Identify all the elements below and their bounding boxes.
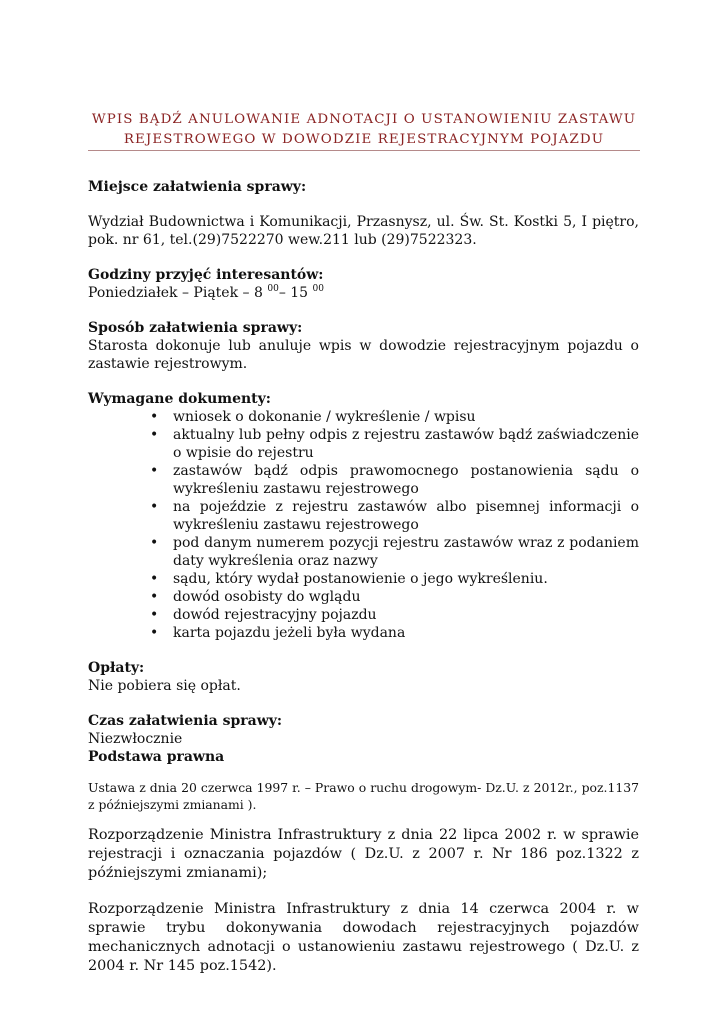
- bullet-icon: •: [150, 463, 159, 479]
- legal-heading: Podstawa prawna: [88, 749, 225, 765]
- list-item: • wniosek o dokonanie / wykreślenie / wpisu: [150, 409, 476, 425]
- bullet-icon: •: [150, 571, 159, 587]
- list-item: • dowód osobisty do wglądu: [150, 589, 361, 605]
- title-line-2: REJESTROWEGO W DOWODZIE REJESTRACYJNYM POJAZDU: [123, 132, 605, 147]
- method-text: Starosta dokonuje lub anuluje wpis w dowodzie rejestracyjnym pojazdu o zastawie rejestrowym.: [88, 338, 639, 372]
- hours-days: Poniedziałek – Piątek –: [88, 285, 254, 301]
- bullet-icon: •: [150, 625, 159, 641]
- list-item: • dowód rejestracyjny pojazdu: [150, 607, 377, 623]
- hours-text: [88, 284, 639, 302]
- documents-heading: Wymagane dokumenty:: [88, 391, 271, 407]
- list-item: • aktualny lub pełny odpis z rejestru zastawów bądź zaświadczenie o wpisie do rejestru: [150, 427, 639, 461]
- hours-separator: –: [278, 285, 291, 301]
- legal-act: Ustawa z dnia 20 czerwca 1997 r. – Prawo o ruchu drogowym- Dz.U. z 2012r., poz.1137 z późniejszymi zmianami ).: [88, 780, 639, 812]
- legal-regulation-2: Rozporządzenie Ministra Infrastruktury z dnia 14 czerwca 2004 r. w sprawie trybu dokonywania dowodach rejestracyjnych pojazdów mechanicznych adnotacji o ustanowieniu zastawu rejestrowego ( Dz.U. z 2004 r. Nr 145 poz.1542).: [88, 901, 639, 974]
- list-item: • na pojeździe z rejestru zastawów albo pisemnej informacji o wykreśleniu zastawu rejestrowego: [150, 499, 639, 533]
- method-heading: Sposób załatwienia sprawy:: [88, 320, 303, 336]
- documents-list: [88, 408, 639, 642]
- legal-regulation-1: Rozporządzenie Ministra Infrastruktury z dnia 22 lipca 2002 r. w sprawie rejestracji i oznaczania pojazdów ( Dz.U. z 2007 r. Nr 186 poz.1322 z późniejszymi zmianami);: [88, 827, 639, 881]
- hours-close: 15: [290, 285, 309, 301]
- hours-open-minutes: 00: [267, 284, 279, 294]
- hours-heading: Godziny przyjęć interesantów:: [88, 267, 324, 283]
- time-text: Niezwłocznie: [88, 731, 183, 747]
- document-title: [88, 110, 640, 150]
- list-item: • sądu, który wydał postanowienie o jego wykreśleniu.: [150, 571, 548, 587]
- title-divider: [88, 150, 640, 151]
- location-text: Wydział Budownictwa i Komunikacji, Przasnysz, ul. Św. St. Kostki 5, I piętro, pok. nr 61, tel.(29)7522270 wew.211 lub (29)7522323.: [88, 214, 639, 248]
- hours-open: 8: [253, 285, 263, 301]
- fees-heading: Opłaty:: [88, 660, 145, 676]
- location-heading: Miejsce załatwienia sprawy:: [88, 179, 307, 195]
- bullet-icon: •: [150, 607, 159, 623]
- title-line-1: WPIS BĄDŹ ANULOWANIE ADNOTACJI O USTANOWIENIU ZASTAWU: [91, 112, 637, 127]
- time-heading: Czas załatwienia sprawy:: [88, 713, 283, 729]
- bullet-icon: •: [150, 535, 159, 551]
- document-body: [88, 178, 639, 976]
- bullet-icon: •: [150, 409, 159, 425]
- list-item: • karta pojazdu jeżeli była wydana: [150, 625, 406, 641]
- list-item: • pod danym numerem pozycji rejestru zastawów wraz z podaniem daty wykreślenia oraz nazwy: [150, 535, 639, 569]
- fees-text: Nie pobiera się opłat.: [88, 678, 241, 694]
- bullet-icon: •: [150, 499, 159, 515]
- hours-close-minutes: 00: [312, 284, 324, 294]
- list-item: • zastawów bądź odpis prawomocnego postanowienia sądu o wykreśleniu zastawu rejestrowego: [150, 463, 639, 497]
- bullet-icon: •: [150, 589, 159, 605]
- bullet-icon: •: [150, 427, 159, 443]
